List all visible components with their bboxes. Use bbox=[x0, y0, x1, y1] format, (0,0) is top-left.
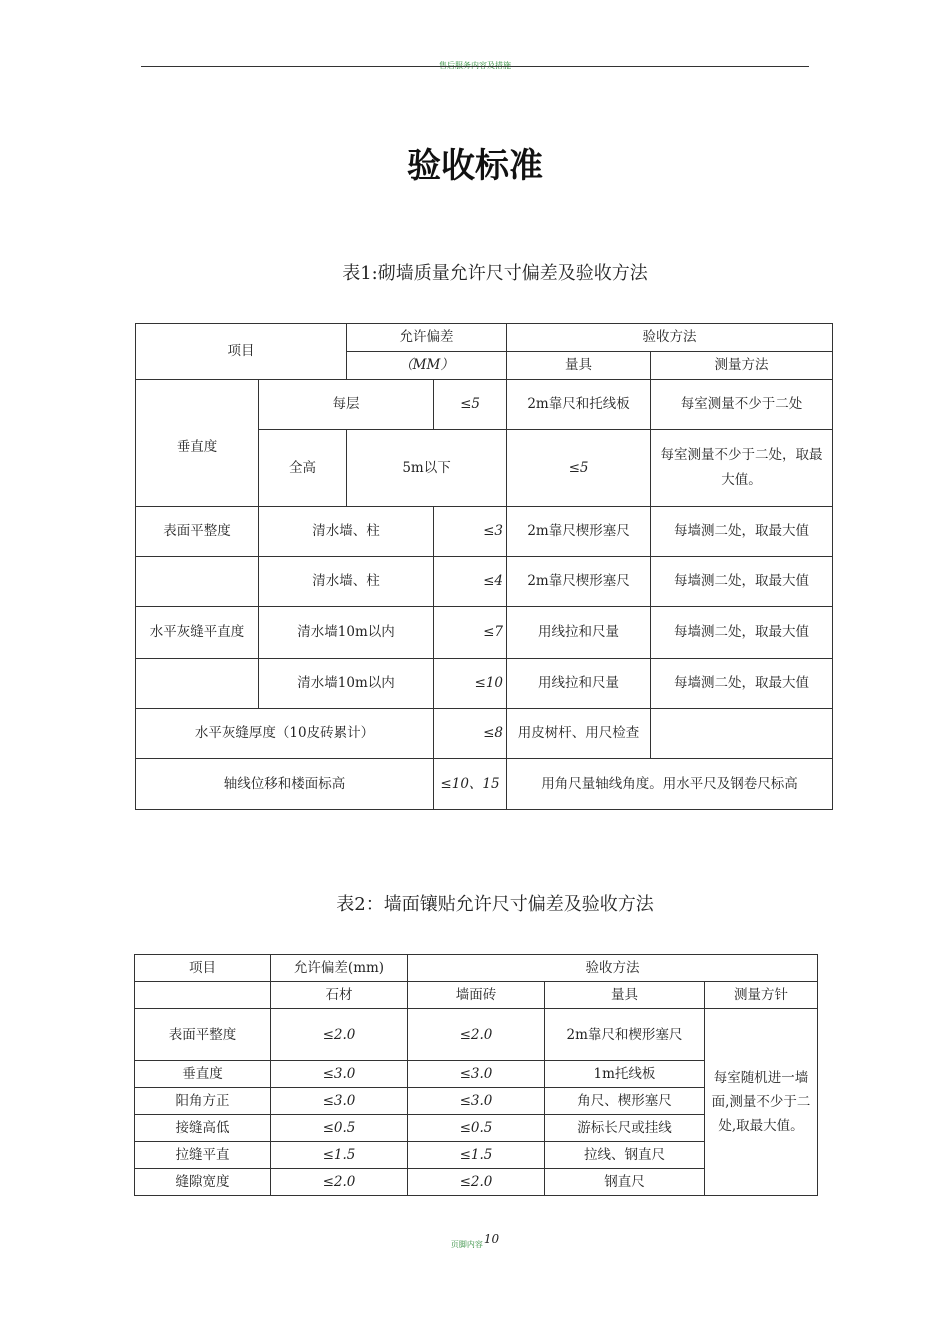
row-vertical-full-range: 5m以下 bbox=[347, 430, 507, 507]
row-flatness-tool: 2m靠尺楔形塞尺 bbox=[507, 507, 651, 557]
page-footer bbox=[0, 1232, 950, 1250]
row-stone: ≤2.0 bbox=[271, 1009, 408, 1061]
row-tile: ≤1.5 bbox=[408, 1142, 545, 1169]
row-tile: ≤3.0 bbox=[408, 1061, 545, 1088]
page-header: 售后服务内容及措施 bbox=[439, 61, 511, 70]
header-deviation: 允许偏差(mm) bbox=[271, 955, 408, 982]
row-axis-dev: ≤10、15 bbox=[434, 759, 507, 810]
row-flatness-dev: ≤3 bbox=[434, 507, 507, 557]
page-title: 验收标准 bbox=[407, 146, 543, 186]
row-flatness2-scope: 清水墙、柱 bbox=[259, 557, 434, 607]
row-tool: 角尺、楔形塞尺 bbox=[545, 1088, 705, 1115]
row-joint-straight2-label bbox=[136, 659, 259, 709]
row-stone: ≤3.0 bbox=[271, 1061, 408, 1088]
row-vertical-floor-tool: 2m靠尺和托线板 bbox=[507, 380, 651, 430]
row-tool: 1m托线板 bbox=[545, 1061, 705, 1088]
row-tile: ≤0.5 bbox=[408, 1115, 545, 1142]
row-joint-straight2-dev: ≤10 bbox=[434, 659, 507, 709]
row-flatness2-dev: ≤4 bbox=[434, 557, 507, 607]
row-flatness-scope: 清水墙、柱 bbox=[259, 507, 434, 557]
row-vertical-floor-measure: 每室测量不少于二处 bbox=[651, 380, 833, 430]
row-tile: ≤2.0 bbox=[408, 1009, 545, 1061]
header-blank bbox=[135, 982, 271, 1009]
header-tile: 墙面砖 bbox=[408, 982, 545, 1009]
row-joint-straight2-tool: 用线拉和尺量 bbox=[507, 659, 651, 709]
row-joint-straight-tool: 用线拉和尺量 bbox=[507, 607, 651, 659]
row-tile: ≤3.0 bbox=[408, 1088, 545, 1115]
table1-caption: 表1:砌墙质量允许尺寸偏差及验收方法 bbox=[342, 263, 648, 284]
header-deviation-unit: （MM） bbox=[347, 352, 507, 380]
row-vertical-full: 全高 bbox=[259, 430, 347, 507]
row-tool: 2m靠尺和楔形塞尺 bbox=[545, 1009, 705, 1061]
row-vertical-label: 垂直度 bbox=[136, 380, 259, 507]
row-joint-straight-label: 水平灰缝平直度 bbox=[136, 607, 259, 659]
row-flatness2-label bbox=[136, 557, 259, 607]
row-tile: ≤2.0 bbox=[408, 1169, 545, 1196]
row-tool: 拉线、钢直尺 bbox=[545, 1142, 705, 1169]
row-item: 缝隙宽度 bbox=[135, 1169, 271, 1196]
row-stone: ≤3.0 bbox=[271, 1088, 408, 1115]
row-flatness2-measure: 每墙测二处，取最大值 bbox=[651, 557, 833, 607]
row-stone: ≤0.5 bbox=[271, 1115, 408, 1142]
row-flatness-measure: 每墙测二处，取最大值 bbox=[651, 507, 833, 557]
footer-text: 页脚内容 bbox=[450, 1240, 483, 1249]
row-joint-straight-measure: 每墙测二处，取最大值 bbox=[651, 607, 833, 659]
row-item: 表面平整度 bbox=[135, 1009, 271, 1061]
header-measure: 测量方针 bbox=[705, 982, 818, 1009]
row-vertical-floor: 每层 bbox=[259, 380, 434, 430]
header-method: 验收方法 bbox=[408, 955, 818, 982]
header-item: 项目 bbox=[135, 955, 271, 982]
row-item: 垂直度 bbox=[135, 1061, 271, 1088]
measure-method-cell: 每室随机进一墙面,测量不少于二处,取最大值。 bbox=[705, 1009, 818, 1196]
row-joint-straight2-scope: 清水墙10m以内 bbox=[259, 659, 434, 709]
row-axis-method: 用角尺量轴线角度。用水平尺及钢卷尺标高 bbox=[507, 759, 833, 810]
header-rule bbox=[141, 66, 809, 67]
table-row bbox=[135, 1009, 818, 1061]
row-joint-thickness-measure bbox=[651, 709, 833, 759]
header-deviation: 允许偏差 bbox=[347, 324, 507, 352]
header-stone: 石材 bbox=[271, 982, 408, 1009]
header-tool: 量具 bbox=[545, 982, 705, 1009]
header-measure: 测量方法 bbox=[651, 352, 833, 380]
row-joint-thickness-tool: 用皮树杆、用尺检查 bbox=[507, 709, 651, 759]
table2-facing-tolerances bbox=[134, 954, 818, 1196]
row-joint-straight-dev: ≤7 bbox=[434, 607, 507, 659]
header-method: 验收方法 bbox=[507, 324, 833, 352]
row-stone: ≤1.5 bbox=[271, 1142, 408, 1169]
row-joint-thickness-dev: ≤8 bbox=[434, 709, 507, 759]
header-item: 项目 bbox=[136, 324, 347, 380]
row-item: 接缝高低 bbox=[135, 1115, 271, 1142]
row-item: 阳角方正 bbox=[135, 1088, 271, 1115]
row-axis-label: 轴线位移和楼面标高 bbox=[136, 759, 434, 810]
row-flatness2-tool: 2m靠尺楔形塞尺 bbox=[507, 557, 651, 607]
row-vertical-full-measure: 每室测量不少于二处，取最大值。 bbox=[651, 430, 833, 507]
row-tool: 钢直尺 bbox=[545, 1169, 705, 1196]
row-stone: ≤2.0 bbox=[271, 1169, 408, 1196]
row-vertical-full-dev: ≤5 bbox=[507, 430, 651, 507]
table1-masonry-tolerances bbox=[135, 323, 833, 810]
page-number: 10 bbox=[483, 1232, 500, 1246]
header-tool: 量具 bbox=[507, 352, 651, 380]
table2-caption: 表2：墙面镶贴允许尺寸偏差及验收方法 bbox=[336, 894, 654, 915]
row-joint-straight2-measure: 每墙测二处，取最大值 bbox=[651, 659, 833, 709]
row-joint-thickness-label: 水平灰缝厚度（10皮砖累计） bbox=[136, 709, 434, 759]
row-vertical-floor-dev: ≤5 bbox=[434, 380, 507, 430]
row-item: 拉缝平直 bbox=[135, 1142, 271, 1169]
row-tool: 游标长尺或挂线 bbox=[545, 1115, 705, 1142]
row-flatness-label: 表面平整度 bbox=[136, 507, 259, 557]
row-joint-straight-scope: 清水墙10m以内 bbox=[259, 607, 434, 659]
